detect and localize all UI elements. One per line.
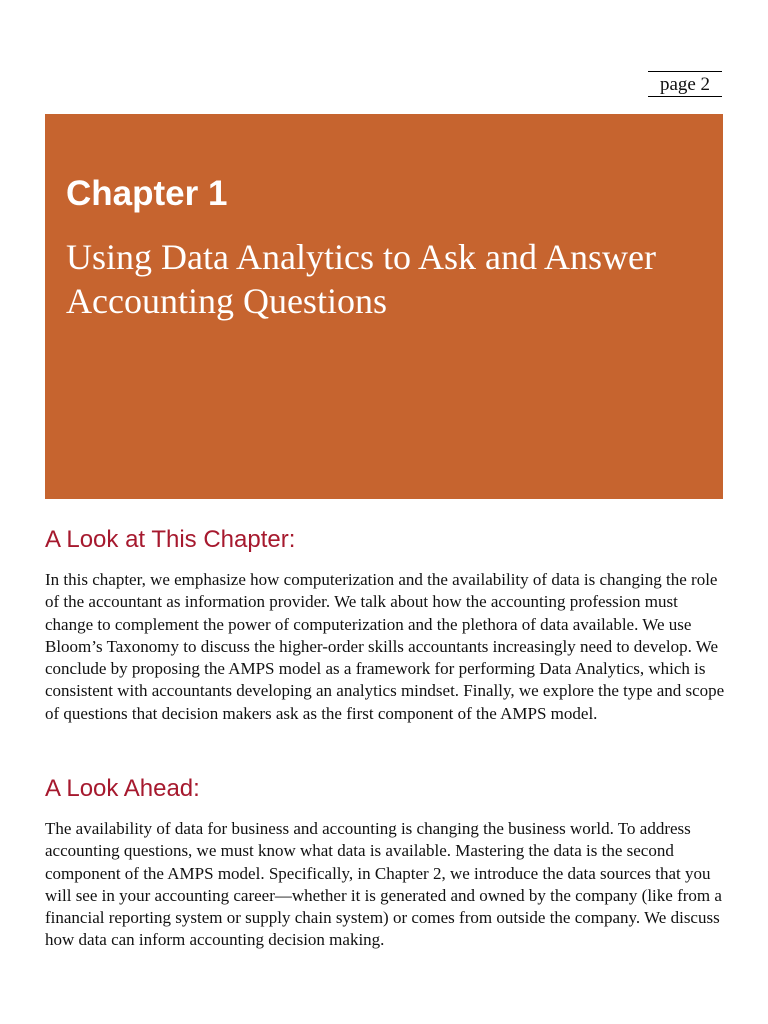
page-number: page 2: [648, 71, 722, 97]
section-body-this-chapter: In this chapter, we emphasize how computerization and the availability of data is changing the role of the accountant as information provider. We talk about how the accounting profession must change to complement the power of computerization and the plethora of data available. We use Bloom’s Taxonomy to discuss the higher-order skills accountants increasingly need to develop. We conclude by proposing the AMPS model as a framework for performing Data Analytics, which is consistent with accountants developing an analytics mindset. Finally, we explore the type and scope of questions that decision makers ask as the first component of the AMPS model.: [45, 570, 725, 723]
section-heading-look-ahead: A Look Ahead:: [45, 775, 200, 802]
chapter-label: Chapter 1: [66, 174, 228, 213]
section-heading-this-chapter: A Look at This Chapter:: [45, 526, 296, 553]
chapter-title: Using Data Analytics to Ask and Answer Accounting Questions: [66, 237, 656, 321]
chapter-banner: [45, 114, 723, 499]
section-body-look-ahead: The availability of data for business and accounting is changing the business world. To address accounting questions, we must know what data is available. Mastering the data is the second component of the AMPS model. Specifically, in Chapter 2, we introduce the data sources that you will see in your accounting career—whether it is generated and owned by the company (like from a financial reporting system or supply chain system) or comes from outside the company. We discuss how data can inform accounting decision making.: [45, 819, 722, 950]
